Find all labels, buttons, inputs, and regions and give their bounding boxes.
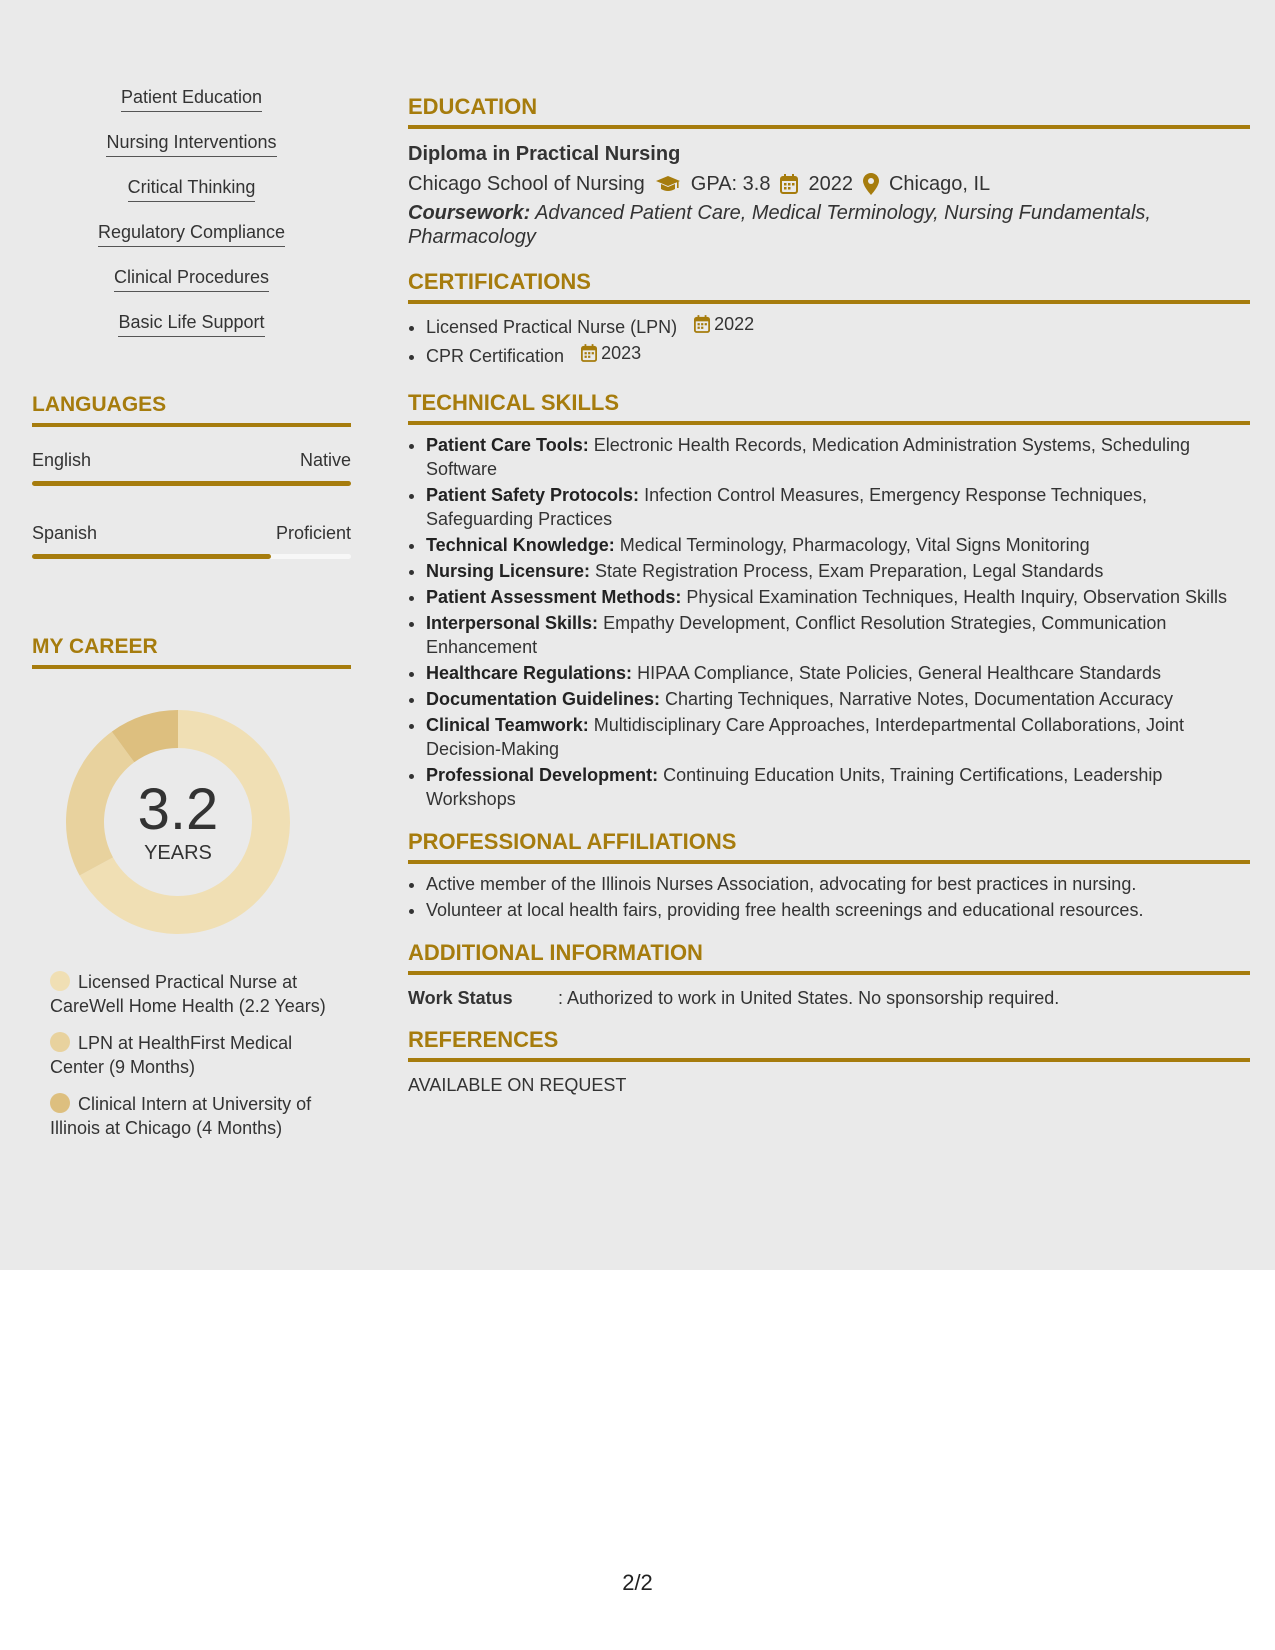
technical-skills-list	[408, 433, 1250, 811]
certifications-list	[408, 312, 1250, 368]
legend-dot	[50, 971, 70, 991]
language-row	[32, 449, 351, 471]
technical-skills-heading: TECHNICAL SKILLS	[408, 390, 1250, 425]
career-heading: MY CAREER	[32, 634, 351, 669]
language-level: Native	[299, 450, 351, 470]
language-name: Spanish	[32, 523, 98, 543]
affiliation-item: • Active member of the Illinois Nurses Association, advocating for best practices in nursing.	[426, 872, 1250, 896]
references-text: AVAILABLE ON REQUEST	[408, 1075, 627, 1095]
technical-skill-item: • Patient Care Tools: Electronic Health Records, Medication Administration Systems, Scheduling Software	[426, 433, 1250, 481]
certification-item: • CPR Certification 2023	[426, 341, 1250, 368]
career-legend-item: LPN at HealthFirst Medical Center (9 Months)	[50, 1033, 293, 1077]
skill-item: Critical Thinking	[32, 176, 351, 221]
page-number: 2/2	[622, 1570, 653, 1595]
left-column	[32, 86, 351, 356]
affiliation-item: • Volunteer at local health fairs, providing free health screenings and educational resources.	[426, 898, 1250, 922]
calendar-icon	[780, 174, 798, 194]
language-row	[32, 522, 351, 544]
additional-info-heading: ADDITIONAL INFORMATION	[408, 940, 1250, 975]
language-bar	[32, 554, 351, 559]
legend-dot	[50, 1093, 70, 1113]
technical-skill-item: • Clinical Teamwork: Multidisciplinary Care Approaches, Interdepartmental Collaborations, Joint Decision-Making	[426, 713, 1250, 761]
certification-item: • Licensed Practical Nurse (LPN) 2022	[426, 312, 1250, 339]
legend-dot	[50, 1032, 70, 1052]
education-coursework	[408, 201, 1250, 249]
career-section	[32, 634, 351, 1138]
education-heading: EDUCATION	[408, 94, 1250, 129]
work-status-value: : Authorized to work in United States. No sponsorship required.	[558, 988, 1060, 1008]
language-name: English	[32, 450, 92, 470]
education-school: Chicago School of Nursing	[408, 173, 645, 195]
skill-item: Nursing Interventions	[32, 131, 351, 176]
graduation-cap-icon	[655, 174, 681, 194]
map-pin-icon	[863, 173, 879, 195]
coursework-text: Advanced Patient Care, Medical Terminology, Nursing Fundamentals, Pharmacology	[408, 202, 1151, 248]
affiliations-heading: PROFESSIONAL AFFILIATIONS	[408, 829, 1250, 864]
certification-year: 2023	[601, 343, 642, 363]
education-meta	[408, 171, 1250, 197]
technical-skill-item: • Documentation Guidelines: Charting Techniques, Narrative Notes, Documentation Accuracy	[426, 687, 1250, 711]
skill-item: Basic Life Support	[32, 311, 351, 356]
technical-skill-item: • Nursing Licensure: State Registration Process, Exam Preparation, Legal Standards	[426, 559, 1250, 583]
language-bar	[32, 481, 351, 486]
technical-skill-item: • Patient Assessment Methods: Physical Examination Techniques, Health Inquiry, Observation Skills	[426, 585, 1250, 609]
career-unit: YEARS	[144, 841, 212, 864]
references-heading: REFERENCES	[408, 1027, 1250, 1062]
certification-year: 2022	[714, 314, 755, 334]
languages-heading: LANGUAGES	[32, 392, 351, 427]
technical-skill-item: • Technical Knowledge: Medical Terminology, Pharmacology, Vital Signs Monitoring	[426, 533, 1250, 557]
language-bar-fill	[32, 554, 271, 559]
work-status-row	[408, 987, 1250, 1009]
certifications-heading: CERTIFICATIONS	[408, 269, 1250, 304]
education-gpa: GPA: 3.8	[690, 173, 771, 195]
skill-item: Patient Education	[32, 86, 351, 131]
technical-skill-item: • Professional Development: Continuing Education Units, Training Certifications, Leadership Workshops	[426, 763, 1250, 811]
skill-item: Clinical Procedures	[32, 266, 351, 311]
language-bar-fill	[32, 481, 351, 486]
technical-skill-item: • Patient Safety Protocols: Infection Control Measures, Emergency Response Techniques, Safeguarding Practices	[426, 483, 1250, 531]
coursework-label: Coursework:	[408, 202, 531, 224]
work-status-label: Work Status	[408, 988, 513, 1008]
career-legend	[50, 970, 340, 1153]
education-degree: Diploma in Practical Nursing	[408, 143, 681, 165]
right-column	[408, 94, 1250, 1096]
affiliations-list	[408, 872, 1250, 922]
language-level: Proficient	[275, 523, 351, 543]
skills-list	[32, 86, 351, 356]
technical-skill-item: • Interpersonal Skills: Empathy Development, Conflict Resolution Strategies, Communication Enhancement	[426, 611, 1250, 659]
calendar-icon	[581, 344, 597, 362]
skill-item: Regulatory Compliance	[32, 221, 351, 266]
career-total: 3.2	[137, 776, 219, 842]
technical-skill-item: • Healthcare Regulations: HIPAA Compliance, State Policies, General Healthcare Standards	[426, 661, 1250, 685]
languages-section	[32, 392, 351, 559]
career-legend-item: Licensed Practical Nurse at CareWell Home Health (2.2 Years)	[50, 972, 326, 1016]
career-donut	[66, 710, 290, 934]
education-year: 2022	[808, 173, 853, 195]
career-legend-item: Clinical Intern at University of Illinois at Chicago (4 Months)	[50, 1094, 312, 1138]
calendar-icon	[694, 315, 710, 333]
education-location: Chicago, IL	[888, 173, 991, 195]
